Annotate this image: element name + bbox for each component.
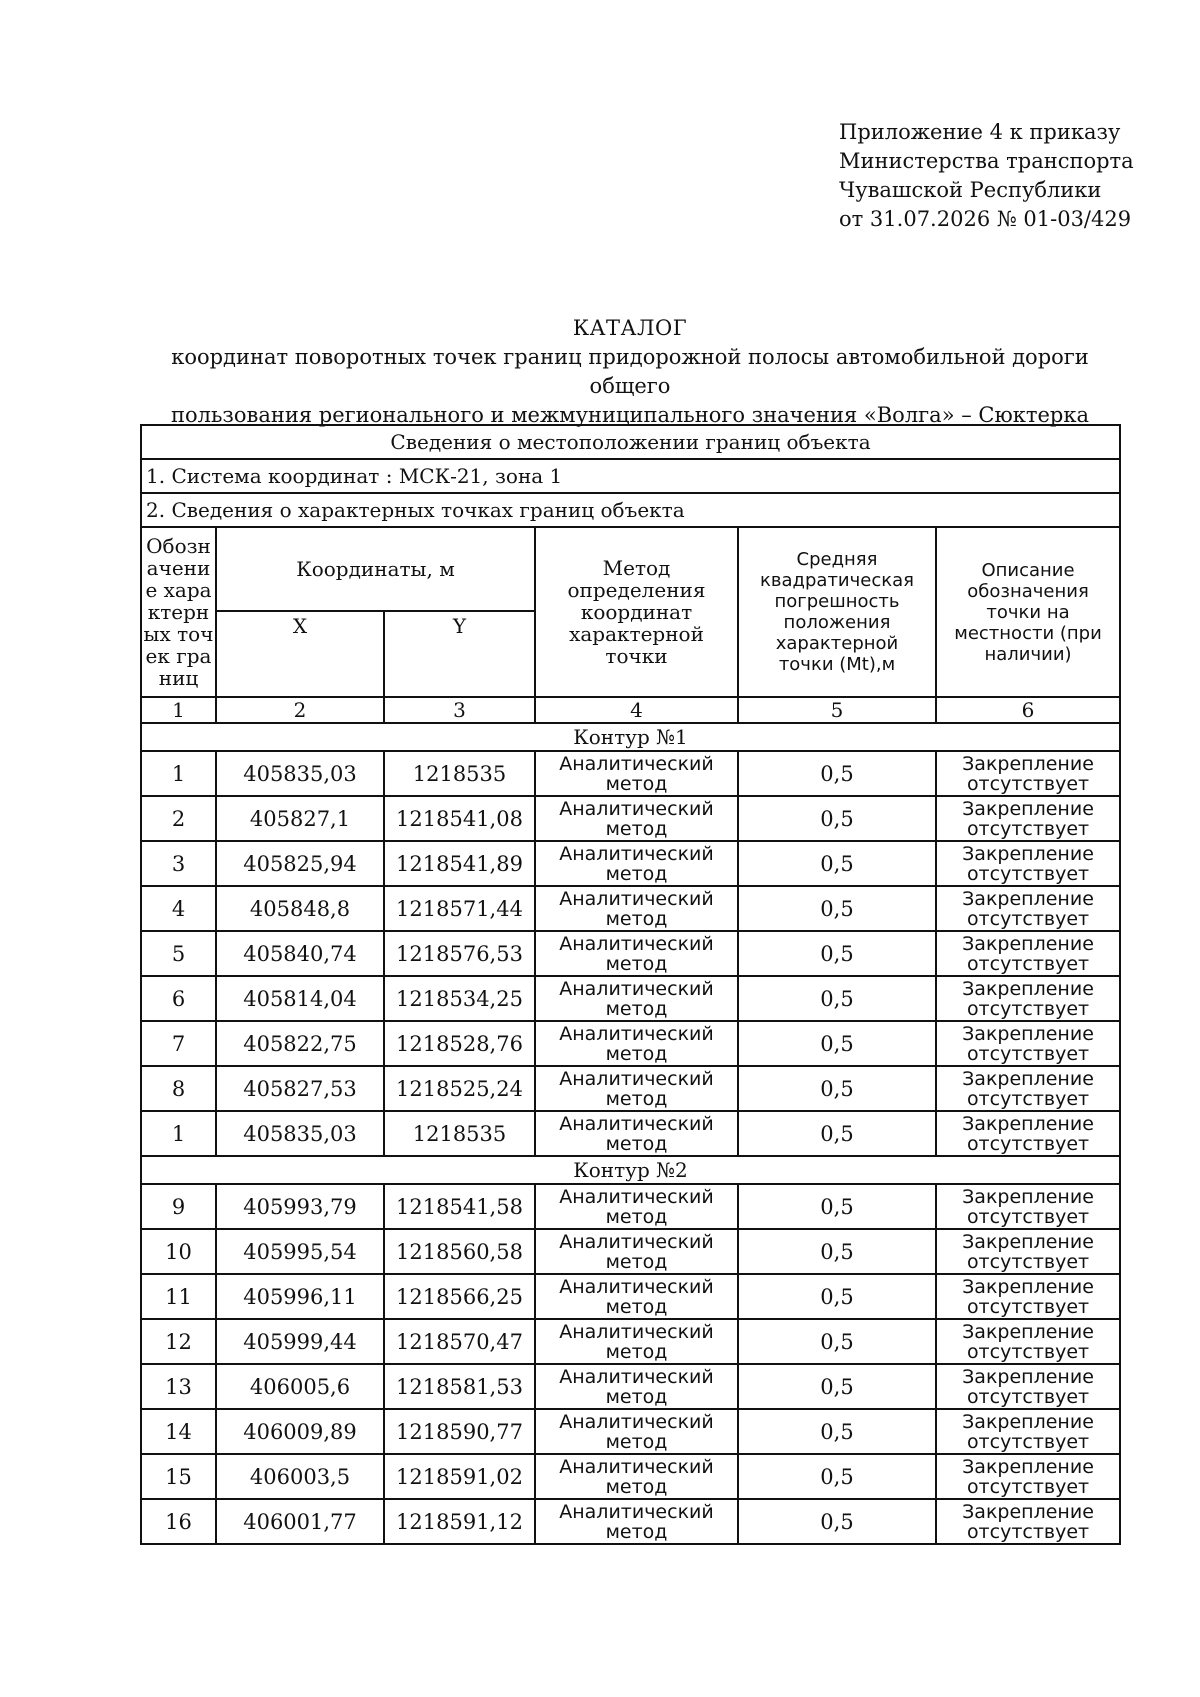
method xyxy=(535,1229,738,1274)
mean-error: 0,5 xyxy=(738,1274,936,1319)
method xyxy=(535,1454,738,1499)
col-number: 3 xyxy=(384,697,535,723)
method-line: метод xyxy=(605,1087,668,1110)
point-description-line: отсутствует xyxy=(966,862,1090,885)
coord-y: 1218541,58 xyxy=(384,1184,535,1229)
method-line: метод xyxy=(605,1520,668,1543)
point-number: 16 xyxy=(141,1499,216,1544)
point-number: 13 xyxy=(141,1364,216,1409)
table-row xyxy=(141,841,1120,886)
method-line: метод xyxy=(605,1475,668,1498)
method-line: Аналитический xyxy=(559,887,714,910)
table-row xyxy=(141,1319,1120,1364)
method-line: Аналитический xyxy=(559,932,714,955)
coord-y: 1218528,76 xyxy=(384,1021,535,1066)
coord-x: 405835,03 xyxy=(216,1111,384,1156)
point-description-line: Закрепление xyxy=(962,1067,1094,1090)
coordinates-catalog-table xyxy=(140,424,1121,1545)
point-description xyxy=(936,796,1120,841)
col-y-header: Y xyxy=(384,611,535,697)
header-line: точки на xyxy=(986,601,1070,623)
coord-y: 1218566,25 xyxy=(384,1274,535,1319)
mean-error: 0,5 xyxy=(738,1229,936,1274)
point-description-line: отсутствует xyxy=(966,1295,1090,1318)
method-line: Аналитический xyxy=(559,1230,714,1253)
point-description-line: отсутствует xyxy=(966,1250,1090,1273)
method xyxy=(535,1319,738,1364)
point-description-line: отсутствует xyxy=(966,952,1090,975)
point-description-line: Закрепление xyxy=(962,932,1094,955)
method xyxy=(535,1021,738,1066)
method xyxy=(535,1499,738,1544)
approval-note xyxy=(839,118,1134,234)
coord-y: 1218525,24 xyxy=(384,1066,535,1111)
header-line: определения xyxy=(567,578,706,602)
header-line: точки (Mt),м xyxy=(778,654,896,675)
point-number: 4 xyxy=(141,886,216,931)
point-description-line: Закрепление xyxy=(962,1455,1094,1478)
point-description-line: отсутствует xyxy=(966,817,1090,840)
table-row xyxy=(141,1409,1120,1454)
method-line: Аналитический xyxy=(559,1275,714,1298)
method-line: метод xyxy=(605,862,668,885)
point-number: 14 xyxy=(141,1409,216,1454)
point-description xyxy=(936,1499,1120,1544)
mean-error: 0,5 xyxy=(738,1111,936,1156)
method-line: Аналитический xyxy=(559,1455,714,1478)
coord-y: 1218591,12 xyxy=(384,1499,535,1544)
coord-x: 405999,44 xyxy=(216,1319,384,1364)
mean-error: 0,5 xyxy=(738,841,936,886)
point-number: 1 xyxy=(141,751,216,796)
table-row xyxy=(141,1229,1120,1274)
table-row xyxy=(141,796,1120,841)
point-number: 12 xyxy=(141,1319,216,1364)
mean-error: 0,5 xyxy=(738,931,936,976)
coord-system-row: 1. Система координат : МСК-21, зона 1 xyxy=(141,459,1120,493)
approval-line: Чувашской Республики xyxy=(839,178,1102,202)
coord-y: 1218535 xyxy=(384,1111,535,1156)
method-line: метод xyxy=(605,1042,668,1065)
point-description xyxy=(936,1229,1120,1274)
point-description xyxy=(936,1409,1120,1454)
header-line: наличии) xyxy=(984,643,1072,665)
header-line: координат xyxy=(580,600,693,624)
header-line: характерной точки xyxy=(569,622,704,668)
points-header-row: 2. Сведения о характерных точках границ объекта xyxy=(141,493,1120,527)
title-subtitle-line: координат поворотных точек границ придорожной полосы автомобильной дороги общего xyxy=(171,345,1089,398)
col-designation-header: Обозначение характерных точек границ xyxy=(141,527,216,697)
mean-error: 0,5 xyxy=(738,1499,936,1544)
point-description-line: Закрепление xyxy=(962,1185,1094,1208)
point-description xyxy=(936,1184,1120,1229)
coord-x: 406003,5 xyxy=(216,1454,384,1499)
method-line: Аналитический xyxy=(559,977,714,1000)
table-row xyxy=(141,751,1120,796)
mean-error: 0,5 xyxy=(738,1021,936,1066)
point-number: 2 xyxy=(141,796,216,841)
table-row xyxy=(141,976,1120,1021)
coord-y: 1218541,89 xyxy=(384,841,535,886)
point-description-line: отсутствует xyxy=(966,1132,1090,1155)
coord-y: 1218570,47 xyxy=(384,1319,535,1364)
method xyxy=(535,1111,738,1156)
point-description-line: отсутствует xyxy=(966,1087,1090,1110)
method xyxy=(535,1409,738,1454)
col-number: 1 xyxy=(141,697,216,723)
coord-y: 1218535 xyxy=(384,751,535,796)
mean-error: 0,5 xyxy=(738,1066,936,1111)
col-x-header: X xyxy=(216,611,384,697)
point-description xyxy=(936,1454,1120,1499)
table-row xyxy=(141,886,1120,931)
col-error-header xyxy=(738,527,936,697)
coord-x: 405996,11 xyxy=(216,1274,384,1319)
mean-error: 0,5 xyxy=(738,1409,936,1454)
coord-x: 405993,79 xyxy=(216,1184,384,1229)
method-line: метод xyxy=(605,1295,668,1318)
section-header: Сведения о местоположении границ объекта xyxy=(141,425,1120,459)
method-line: метод xyxy=(605,907,668,930)
header-line: местности (при xyxy=(954,622,1102,644)
contour-label: Контур №2 xyxy=(141,1156,1120,1184)
point-number: 10 xyxy=(141,1229,216,1274)
method xyxy=(535,931,738,976)
method xyxy=(535,751,738,796)
method xyxy=(535,841,738,886)
point-number: 7 xyxy=(141,1021,216,1066)
coord-y: 1218581,53 xyxy=(384,1364,535,1409)
header-line: погрешность xyxy=(774,591,900,612)
method-line: метод xyxy=(605,952,668,975)
method xyxy=(535,1184,738,1229)
point-number: 3 xyxy=(141,841,216,886)
method-line: метод xyxy=(605,1430,668,1453)
coord-x: 405814,04 xyxy=(216,976,384,1021)
point-description xyxy=(936,1066,1120,1111)
point-description-line: Закрепление xyxy=(962,1500,1094,1523)
point-description-line: отсутствует xyxy=(966,997,1090,1020)
method-line: метод xyxy=(605,772,668,795)
method-line: Аналитический xyxy=(559,1410,714,1433)
method-line: метод xyxy=(605,997,668,1020)
point-number: 1 xyxy=(141,1111,216,1156)
title-subtitle-line: пользования регионального и межмуниципального значения «Волга» – Сюктерка xyxy=(170,403,1089,427)
col-coords-header: Координаты, м xyxy=(216,527,535,611)
col-method-header xyxy=(535,527,738,697)
point-number: 15 xyxy=(141,1454,216,1499)
point-description-line: Закрепление xyxy=(962,977,1094,1000)
method-line: метод xyxy=(605,817,668,840)
col-number: 5 xyxy=(738,697,936,723)
method-line: Аналитический xyxy=(559,1112,714,1135)
point-description-line: Закрепление xyxy=(962,1365,1094,1388)
method-line: Аналитический xyxy=(559,1320,714,1343)
header-line: Метод xyxy=(602,556,671,580)
mean-error: 0,5 xyxy=(738,751,936,796)
point-number: 11 xyxy=(141,1274,216,1319)
method xyxy=(535,796,738,841)
method-line: метод xyxy=(605,1385,668,1408)
coord-y: 1218541,08 xyxy=(384,796,535,841)
coord-x: 405827,1 xyxy=(216,796,384,841)
method-line: метод xyxy=(605,1250,668,1273)
coord-x: 405827,53 xyxy=(216,1066,384,1111)
method-line: метод xyxy=(605,1132,668,1155)
point-number: 6 xyxy=(141,976,216,1021)
point-description xyxy=(936,751,1120,796)
table-row xyxy=(141,1274,1120,1319)
coord-y: 1218591,02 xyxy=(384,1454,535,1499)
header-line: обозначения xyxy=(967,580,1089,602)
method-line: Аналитический xyxy=(559,1067,714,1090)
point-description xyxy=(936,1021,1120,1066)
col-number: 6 xyxy=(936,697,1120,723)
coord-x: 405835,03 xyxy=(216,751,384,796)
point-number: 9 xyxy=(141,1184,216,1229)
method xyxy=(535,1364,738,1409)
point-number: 5 xyxy=(141,931,216,976)
table-row xyxy=(141,1066,1120,1111)
point-description-line: Закрепление xyxy=(962,752,1094,775)
method-line: Аналитический xyxy=(559,1022,714,1045)
point-description-line: Закрепление xyxy=(962,1112,1094,1135)
contour-row xyxy=(141,723,1120,751)
col-number: 2 xyxy=(216,697,384,723)
point-description xyxy=(936,886,1120,931)
mean-error: 0,5 xyxy=(738,1454,936,1499)
coord-y: 1218590,77 xyxy=(384,1409,535,1454)
mean-error: 0,5 xyxy=(738,976,936,1021)
title-main: КАТАЛОГ xyxy=(572,316,688,340)
method-line: Аналитический xyxy=(559,1365,714,1388)
point-number: 8 xyxy=(141,1066,216,1111)
method xyxy=(535,1274,738,1319)
contour-row xyxy=(141,1156,1120,1184)
method-line: Аналитический xyxy=(559,752,714,775)
point-description-line: отсутствует xyxy=(966,1042,1090,1065)
coord-x: 406001,77 xyxy=(216,1499,384,1544)
point-description xyxy=(936,1111,1120,1156)
coord-x: 406009,89 xyxy=(216,1409,384,1454)
header-line: Средняя xyxy=(796,549,878,570)
contour-label: Контур №1 xyxy=(141,723,1120,751)
approval-line: Министерства транспорта xyxy=(839,149,1134,173)
col-number: 4 xyxy=(535,697,738,723)
coord-y: 1218560,58 xyxy=(384,1229,535,1274)
point-description xyxy=(936,1274,1120,1319)
table-row xyxy=(141,1021,1120,1066)
point-description-line: отсутствует xyxy=(966,1340,1090,1363)
coord-x: 405822,75 xyxy=(216,1021,384,1066)
mean-error: 0,5 xyxy=(738,796,936,841)
approval-line: от 31.07.2026 № 01-03/429 xyxy=(839,207,1132,231)
mean-error: 0,5 xyxy=(738,1364,936,1409)
approval-line: Приложение 4 к приказу xyxy=(839,120,1121,144)
point-description-line: отсутствует xyxy=(966,1385,1090,1408)
point-description-line: Закрепление xyxy=(962,1022,1094,1045)
point-description-line: отсутствует xyxy=(966,1430,1090,1453)
table-row xyxy=(141,931,1120,976)
point-description xyxy=(936,1364,1120,1409)
method xyxy=(535,976,738,1021)
point-description-line: Закрепление xyxy=(962,1275,1094,1298)
coord-y: 1218571,44 xyxy=(384,886,535,931)
mean-error: 0,5 xyxy=(738,1184,936,1229)
point-description-line: Закрепление xyxy=(962,842,1094,865)
point-description-line: Закрепление xyxy=(962,1320,1094,1343)
table-row xyxy=(141,1454,1120,1499)
method-line: Аналитический xyxy=(559,842,714,865)
table-row xyxy=(141,1184,1120,1229)
table-row xyxy=(141,1499,1120,1544)
header-line: положения xyxy=(783,612,891,633)
point-description-line: Закрепление xyxy=(962,1230,1094,1253)
method-line: Аналитический xyxy=(559,1185,714,1208)
mean-error: 0,5 xyxy=(738,886,936,931)
point-description-line: отсутствует xyxy=(966,1205,1090,1228)
header-line: квадратическая xyxy=(760,570,914,591)
coord-x: 405840,74 xyxy=(216,931,384,976)
point-description-line: Закрепление xyxy=(962,797,1094,820)
point-description-line: отсутствует xyxy=(966,1475,1090,1498)
method xyxy=(535,1066,738,1111)
table-row xyxy=(141,1111,1120,1156)
document-title xyxy=(140,314,1120,430)
mean-error: 0,5 xyxy=(738,1319,936,1364)
point-description xyxy=(936,931,1120,976)
point-description-line: отсутствует xyxy=(966,907,1090,930)
table-row xyxy=(141,1364,1120,1409)
method xyxy=(535,886,738,931)
method-line: Аналитический xyxy=(559,1500,714,1523)
header-line: Описание xyxy=(981,559,1075,581)
method-line: метод xyxy=(605,1205,668,1228)
coord-x: 405848,8 xyxy=(216,886,384,931)
point-description xyxy=(936,1319,1120,1364)
col-description-header xyxy=(936,527,1120,697)
point-description-line: Закрепление xyxy=(962,887,1094,910)
method-line: метод xyxy=(605,1340,668,1363)
coord-y: 1218534,25 xyxy=(384,976,535,1021)
point-description-line: отсутствует xyxy=(966,1520,1090,1543)
point-description xyxy=(936,976,1120,1021)
coord-y: 1218576,53 xyxy=(384,931,535,976)
coord-x: 406005,6 xyxy=(216,1364,384,1409)
point-description-line: Закрепление xyxy=(962,1410,1094,1433)
point-description xyxy=(936,841,1120,886)
coord-x: 405825,94 xyxy=(216,841,384,886)
header-line: характерной xyxy=(775,633,899,654)
point-description-line: отсутствует xyxy=(966,772,1090,795)
coord-x: 405995,54 xyxy=(216,1229,384,1274)
method-line: Аналитический xyxy=(559,797,714,820)
